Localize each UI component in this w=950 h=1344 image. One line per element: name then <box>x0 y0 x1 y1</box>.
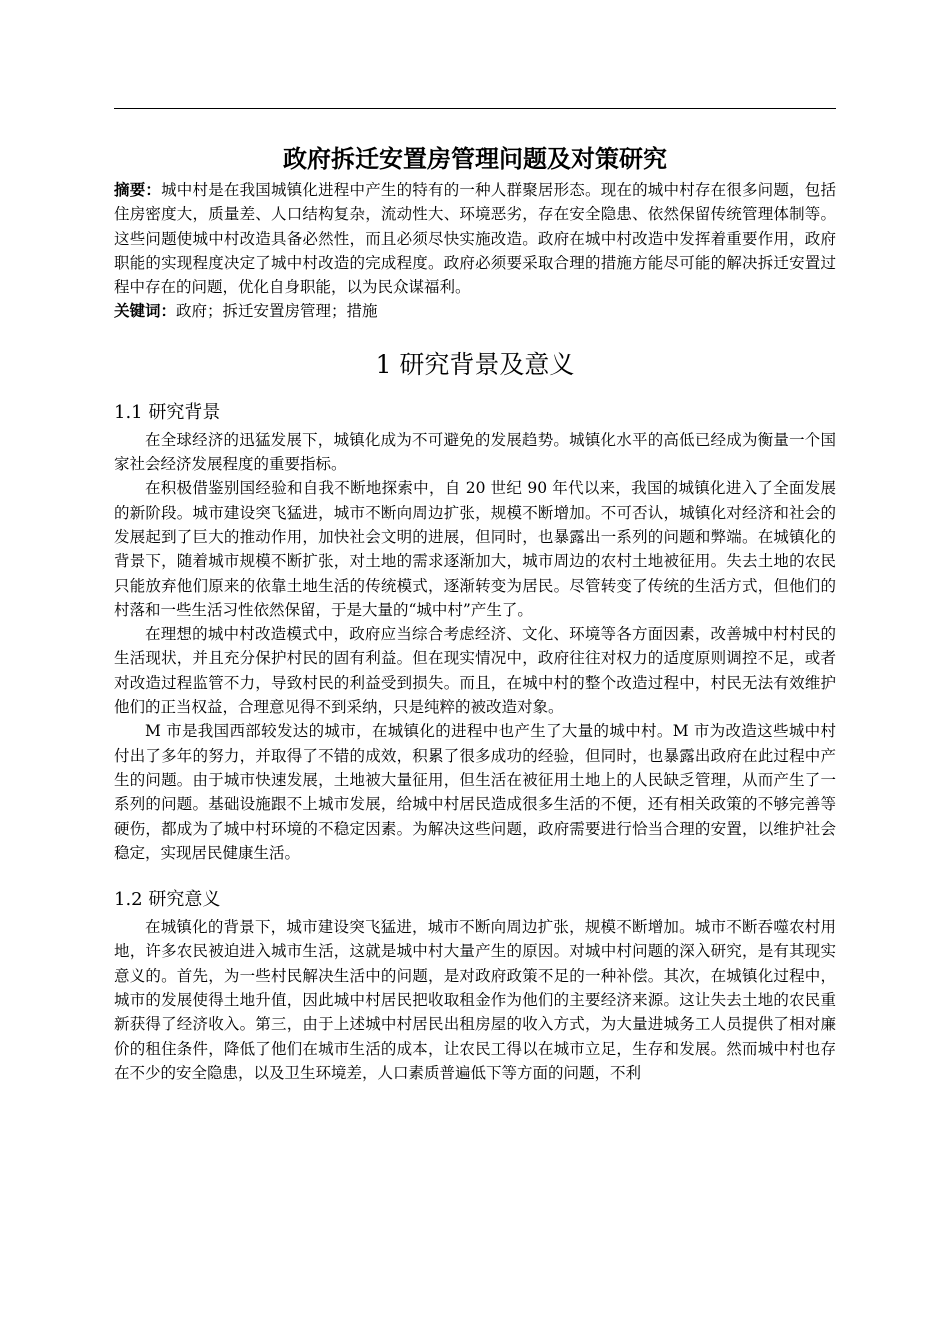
subsection-heading-1-1: 1.1 研究背景 <box>114 401 221 423</box>
abstract <box>114 178 836 299</box>
document-body <box>114 142 836 1085</box>
paragraph: 在城镇化的背景下，城市建设突飞猛进，城市不断向周边扩张，规模不断增加。城市不断吞噬农村用地，许多农民被迫进入城市生活，这就是城中村大量产生的原因。对城中村问题的深入研究，是有其现实意义的。首先，为一些村民解决生活中的问题，是对政府政策不足的一种补偿。其次，在城镇化过程中，城市的发展使得土地升值，因此城中村居民把收取租金作为他们的主要经济来源。这让失去土地的农民重新获得了经济收入。第三，由于上述城中村居民出租房屋的收入方式，为大量进城务工人员提供了相对廉价的租住条件，降低了他们在城市生活的成本，让农民工得以在城市立足，生存和发展。然而城中村也存在不少的安全隐患，以及卫生环境差，人口素质普遍低下等方面的问题，不利 <box>114 918 836 1082</box>
keywords-label: 关键词： <box>114 302 177 321</box>
paragraph: M 市是我国西部较发达的城市，在城镇化的进程中也产生了大量的城中村。M 市为改造这些城中村付出了多年的努力，并取得了不错的成效，积累了很多成功的经验，但同时，也暴露出政府在此过程中产生的问题。由于城市快速发展，土地被大量征用，但生活在被征用土地上的人民缺乏管理，从而产生了一系列的问题。基础设施跟不上城市发展，给城中村居民造成很多生活的不便，还有相关政策的不够完善等硬伤，都成为了城中村环境的不稳定因素。为解决这些问题，政府需要进行恰当合理的安置，以维护社会稳定，实现居民健康生活。 <box>114 722 836 862</box>
paragraph: 在全球经济的迅猛发展下，城镇化成为不可避免的发展趋势。城镇化水平的高低已经成为衡量一个国家社会经济发展程度的重要指标。 <box>114 430 836 474</box>
abstract-label: 摘要： <box>114 181 162 199</box>
abstract-text: 城中村是在我国城镇化进程中产生的特有的一种人群聚居形态。现在的城中村存在很多问题，包括住房密度大，质量差、人口结构复杂，流动性大、环境恶劣，存在安全隐患、依然保留传统管理体制等。这些问题使城中村改造具备必然性，而且必须尽快实施改造。政府在城中村改造中发挥着重要作用，政府职能的实现程度决定了城中村改造的完成程度。政府必须要采取合理的措施方能尽可能的解决拆迁安置过程中存在的问题，优化自身职能，以为民众谋福利。 <box>114 181 836 297</box>
document-title: 政府拆迁安置房管理问题及对策研究 <box>283 145 667 173</box>
keywords <box>114 299 836 323</box>
subsection-heading-1-2: 1.2 研究意义 <box>114 889 221 911</box>
paragraph: 在理想的城中村改造模式中，政府应当综合考虑经济、文化、环境等各方面因素，改善城中村村民的生活现状，并且充分保护村民的固有利益。但在现实情况中，政府往往对权力的适度原则调控不足，或者对改造过程监管不力，导致村民的利益受到损失。而且，在城中村的整个改造过程中，村民无法有效维护他们的正当权益，合理意见得不到采纳，只是纯粹的被改造对象。 <box>114 625 836 717</box>
keywords-text: 政府；拆迁安置房管理；措施 <box>176 302 378 321</box>
section-heading-1: 1 研究背景及意义 <box>375 349 575 379</box>
header-rule <box>114 108 836 109</box>
paragraph: 在积极借鉴别国经验和自我不断地探索中，自 20 世纪 90 年代以来，我国的城镇化进入了全面发展的新阶段。城市建设突飞猛进，城市不断向周边扩张，规模不断增加。不可否认，城镇化对经济和社会的发展起到了巨大的推动作用，加快社会文明的进展，但同时，也暴露出一系列的问题和弊端。在城镇化的背景下，随着城市规模不断扩张，对土地的需求逐渐加大，城市周边的农村土地被征用。失去土地的农民只能放弃他们原来的依靠土地生活的传统模式，逐渐转变为居民。尽管转变了传统的生活方式，但他们的村落和一些生活习性依然保留，于是大量的“城中村”产生了。 <box>114 479 836 619</box>
